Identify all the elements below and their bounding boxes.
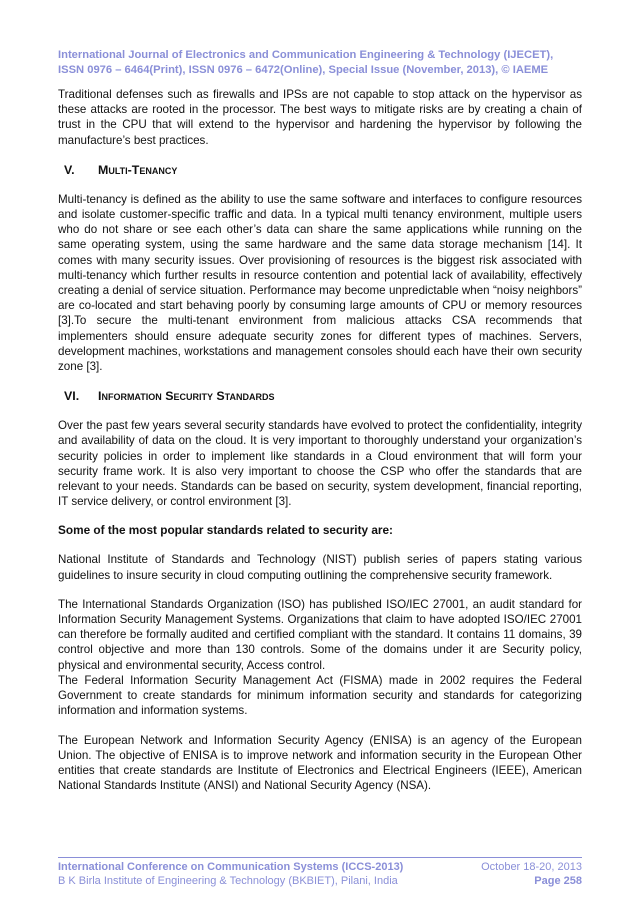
footer-conference: International Conference on Communication Systems (ICCS-2013) [58,861,404,873]
intro-paragraph: Traditional defenses such as firewalls and IPSs are not capable to stop attack on the hypervisor as these attacks are rooted in the processor. The best ways to mitigate risks are by creating a chain of trust in the CPU that will extend to the hypervisor and hardening the hypervisor by following the manufacture’s best practices. [58,88,582,147]
fisma-paragraph: The Federal Information Security Management Act (FISMA) made in 2002 requires the Federal Government to create standards for minimum information security and standards for categorizing information and information systems. [58,673,582,718]
standards-heading: Some of the most popular standards related to security are: [58,523,393,538]
journal-header [58,48,582,77]
section-6-paragraph: Over the past few years several security standards have evolved to protect the confidentiality, integrity and availability of data on the cloud. It is very important to thoroughly understand your organization’s security policies in order to implement like standards in a Cloud environment that will form your security frame work. It is also very important to choose the CSP who offer the standards that are relevant to your needs. Standards can be based on security, system development, financial reporting, IT service delivery, or control environment [3]. [58,419,582,509]
footer-institute: B K Birla Institute of Engineering & Technology (BKBIET), Pilani, India [58,875,398,887]
section-6-number: VI. [64,389,80,404]
section-5-heading [58,162,582,178]
nist-paragraph: National Institute of Standards and Technology (NIST) publish series of papers stating various guidelines to insure security in cloud computing outlining the comprehensive security framework. [58,553,582,582]
enisa-paragraph: The European Network and Information Security Agency (ENISA) is an agency of the European Union. The objective of ENISA is to improve network and information security in the European Other entities that create standards are Institute of Electronics and Electrical Engineers (IEEE), American National Standards Institute (ANSI) and National Security Agency (NSA). [58,733,582,793]
page-body [58,48,582,793]
section-5-title: Multi-Tenancy [98,162,178,177]
section-5-number: V. [64,162,75,177]
section-6-title: Information Security Standards [98,389,275,404]
footer-dates: October 18-20, 2013 [481,861,582,873]
section-6-heading [58,388,582,404]
journal-header-line2: ISSN 0976 – 6464(Print), ISSN 0976 – 6472(Online), Special Issue (November, 2013), © IAEME [58,63,549,76]
section-5-paragraph: Multi-tenancy is defined as the ability to use the same software and interfaces to configure resources and isolate customer-specific traffic and data. In a typical multi tenancy environment, multiple users who do not share or see each other’s data can share the same applications while running on the same operating system, using the same hardware and the same data storage mechanism [14]. It comes with many security issues. Over provisioning of resources is the biggest risk associated with multi-tenancy which further results in resource contention and potential lack of availability, effectively creating a denial of service situation. Performance may become unpredictable when “noisy neighbors” are co-located and start behaving poorly by consuming large amounts of CPU or memory resources [3].To secure the multi-tenant environment from malicious attacks CSA recommends that implementers should ensure adequate security zones for different types of machines. Servers, development machines, workstations and management consoles should each have their own security zone [3]. [58,192,582,374]
page-footer [58,857,582,888]
journal-header-line1: International Journal of Electronics and Communication Engineering & Technology (IJECET), [58,49,554,61]
iso-paragraph: The International Standards Organization (ISO) has published ISO/IEC 27001, an audit standard for Information Security Management Systems. Organizations that claim to have adopted ISO/IEC 27001 can therefore be formally audited and certified compliant with the standard. It contains 11 domains, 39 control objective and more than 130 controls. Some of the domains under it are Security policy, physical and environmental security, Access control. [58,597,582,672]
footer-page-number: Page 258 [534,875,582,887]
